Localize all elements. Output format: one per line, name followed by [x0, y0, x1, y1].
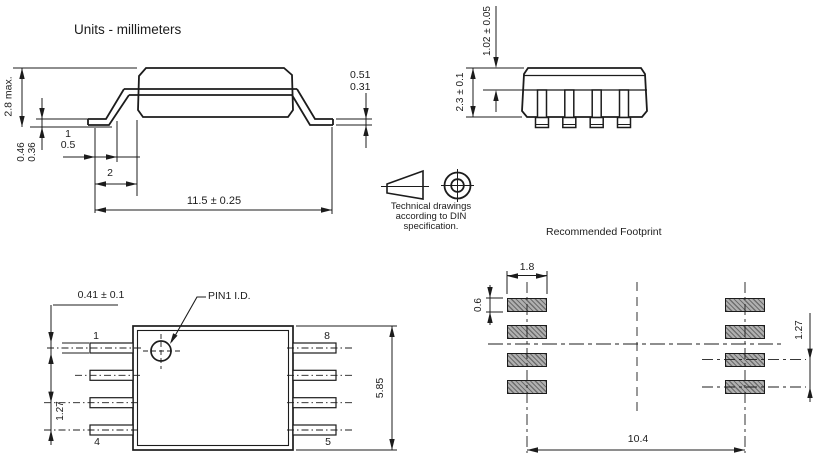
projection-circle-icon	[441, 169, 474, 202]
dim-pad-width: 1.8	[519, 261, 535, 273]
dim-pin-pitch: 1.27	[55, 401, 66, 421]
dim-half: 0.5	[60, 139, 76, 151]
pin-number-1: 1	[93, 330, 99, 342]
projection-cone-icon	[381, 171, 429, 199]
dim-lead-height: 1.02 ± 0.05	[482, 6, 493, 56]
footprint-title: Recommended Footprint	[546, 226, 662, 238]
dim-overall-length: 11.5 ± 0.25	[186, 195, 242, 207]
dim-pad-height: 0.6	[473, 298, 484, 312]
dim-row-span: 10.4	[627, 433, 649, 445]
dim-standoff: 0.46 0.36	[16, 142, 38, 162]
dim-lead-thickness: 0.51 0.31	[350, 69, 371, 93]
dim-body-thickness: 2.3 ± 0.1	[455, 72, 466, 112]
top-view-drawing	[44, 297, 397, 450]
pin-number-8: 8	[324, 330, 330, 342]
dim-lead-width: 0.41 ± 0.1	[77, 289, 125, 301]
dim-pad-pitch: 1.27	[794, 320, 805, 340]
dim-body-length: 5.85	[374, 377, 386, 399]
pin-number-5: 5	[325, 436, 331, 448]
units-label: Units - millimeters	[74, 22, 182, 37]
dim-two: 2	[107, 167, 113, 179]
pin1-id-label: PIN1 I.D.	[208, 290, 251, 302]
dim-one: 1	[65, 128, 71, 140]
pin-number-4: 4	[94, 436, 100, 448]
din-note: Technical drawings according to DIN specification.	[390, 201, 472, 232]
footprint-drawing	[486, 271, 813, 453]
dim-body-height: 2.8 max.	[2, 76, 15, 117]
